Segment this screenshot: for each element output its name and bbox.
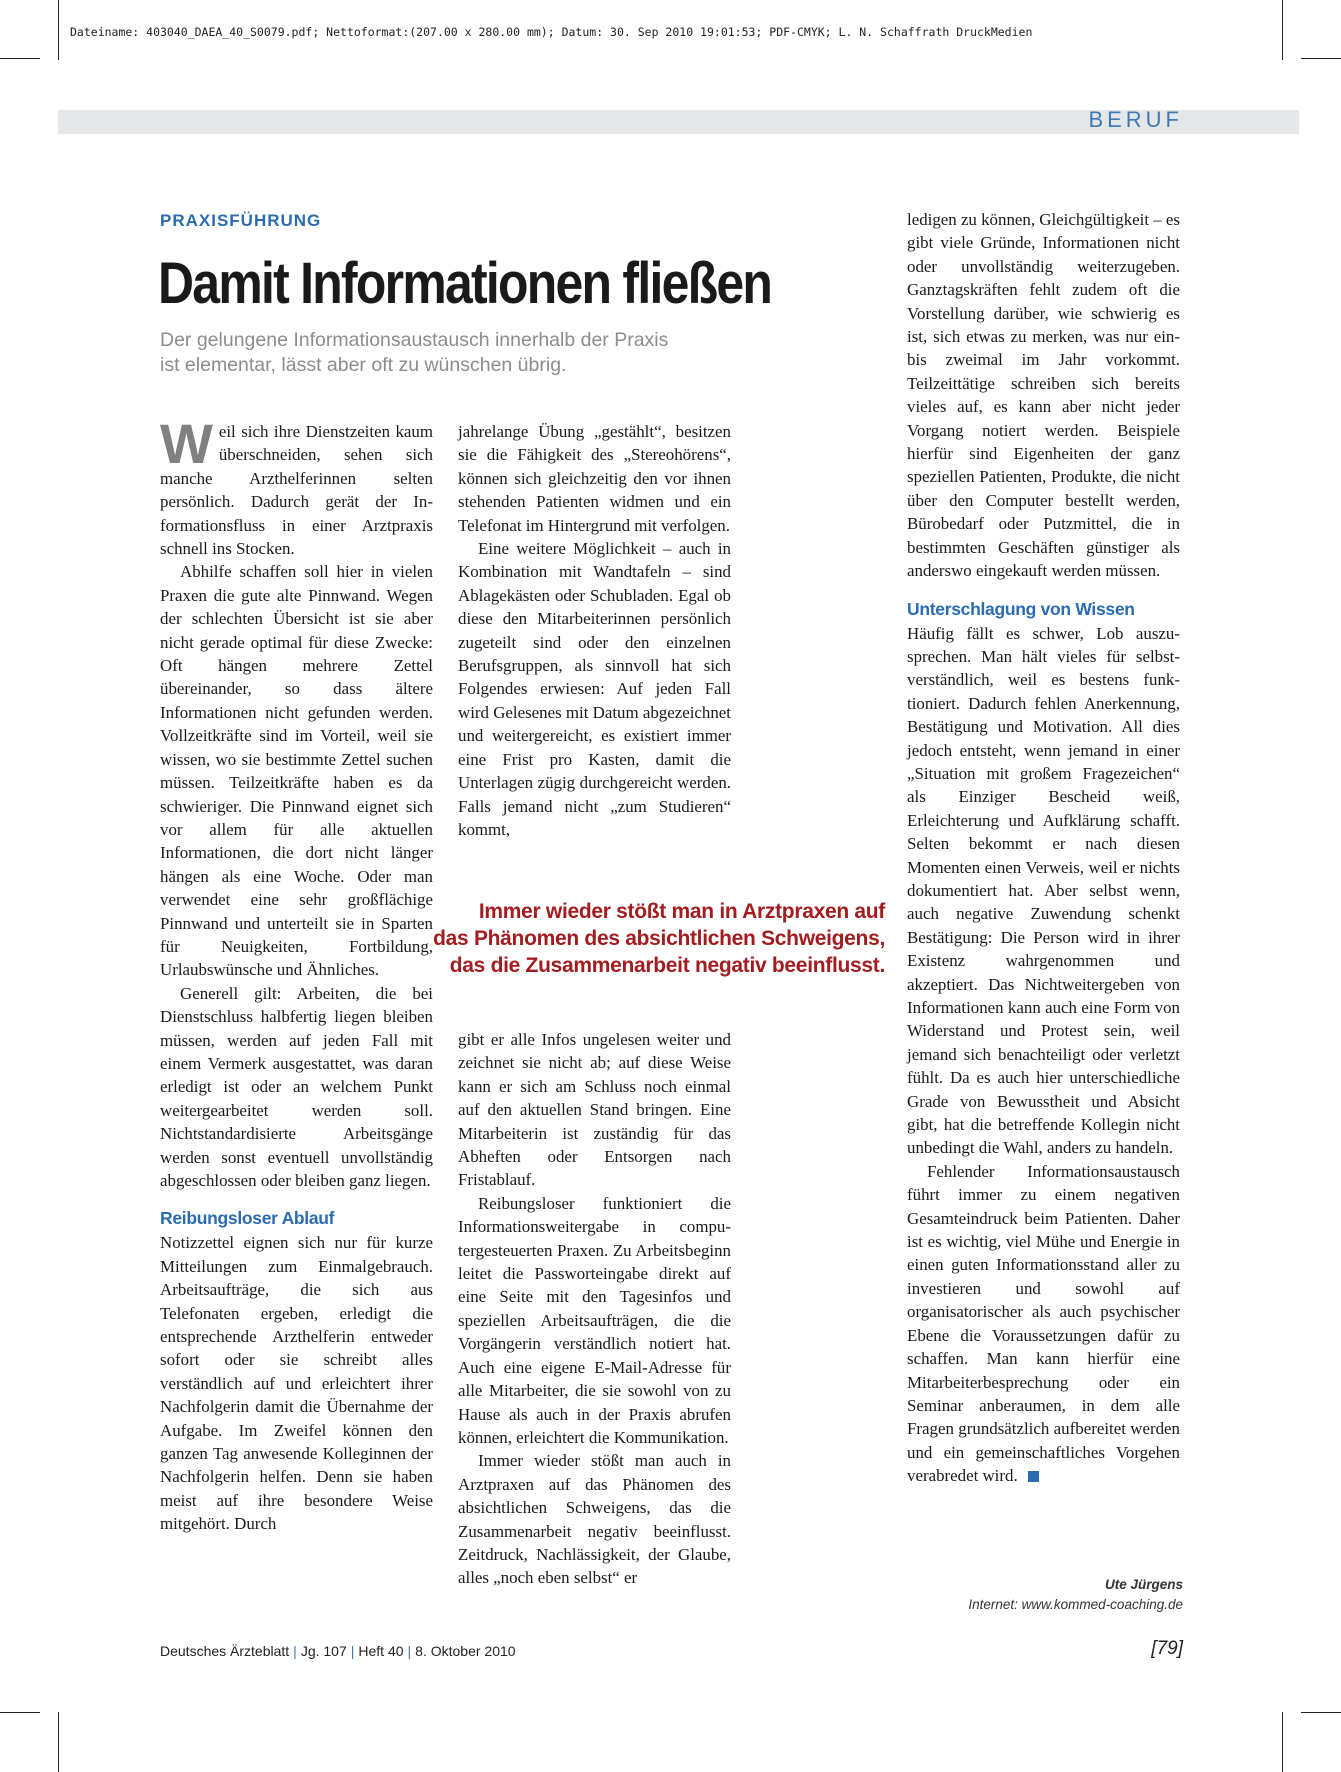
file-info-line: Dateiname: 403040_DAEA_40_S0079.pdf; Nettoformat:(207.00 x 280.00 mm); Datum: 30. Sep 2010 19:01:53; PDF-CMYK; L. N. Schaffrath DruckMedien	[70, 25, 1033, 39]
drop-cap: W	[160, 412, 213, 475]
crop-mark	[58, 1712, 59, 1772]
crop-mark	[1301, 1712, 1341, 1713]
paragraph: Weil sich ihre Dienstzeiten kaum überschneiden, sehen sich manche Arzthelferinnen selten persönlich. Dadurch gerät der Informationsfluss in einer Arztpraxis schnell ins Stocken.	[160, 412, 433, 559]
subtitle-line: ist elementar, lässt aber oft zu wünschen übrig.	[160, 354, 567, 376]
paragraph: ledigen zu können, Gleichgültigkeit – es gibt viele Gründe, Informationen nicht oder unvollständig weiterzugeben. Ganztagskräften fehlt zudem oft die Vorstellung darüber, wie schwierig es ist, sich etwas zu merken, was nur ein- bis zweimal im Jahr vorkommt. Teilzeittätige schreiben sich bereits vieles auf, es kann aber nicht jeder Vorgang notiert werden. Beispiele hierfür sind Eigenheiten der ganz speziellen Patienten, Produkte, die nicht über den Computer bestellt werden, Bürobedarf oder Putzmittel, die in bestimmten Geschäften günstiger als anderswo eingekauft werden müssen.	[907, 210, 1180, 581]
crop-mark	[1282, 0, 1283, 60]
paragraph: Reibungsloser funktioniert die Informationsweitergabe in computergesteuerten Praxen. Zu Arbeitsbeginn leitet die Passworteingabe direkt auf eine Seite mit den Tagesinfos und speziellen Arbeitsaufträgen, die die Vorgängerin verständlich notiert hat. Auch eine eigene E-Mail-Adresse für alle Mitarbeiter, die sie sowohl von zu Hause als auch in der Praxis abrufen können, erleichtert die Kommunikation.	[458, 1193, 731, 1447]
author-block	[968, 1575, 1183, 1615]
paragraph: Immer wieder stößt man auch in Arztpraxen auf das Phänomen des absichtlichen Schweigens, das die Zusammenarbeit negativ beeinflusst. Zeitdruck, Nachlässigkeit, der Glaube, alles „noch eben selbst“ er	[458, 1451, 731, 1588]
issue-date: 8. Oktober 2010	[415, 1643, 516, 1659]
paragraph: Eine weitere Möglichkeit – auch in Kombination mit Wandtafeln – sind Ablagekästen oder Schubladen. Egal ob diese den Mitarbeiterinnen persönlich zugeteilt sind oder den einzelnen Berufsgruppen, als sinnvoll hat sich Folgendes erwiesen: Auf jeden Fall wird Gelesenes mit Datum abgezeichnet und weitergereicht, es existiert immer eine Frist pro Kasten, damit die Unterlagen zügig durchgereicht werden. Falls jemand nicht „zum Studieren“ kommt,	[458, 539, 731, 839]
page-footer: Deutsches Ärzteblatt | Jg. 107 | Heft 40 | 8. Oktober 2010	[160, 1643, 516, 1659]
pull-quote: Immer wieder stößt man in Arztpraxen auf das Phänomen des absichtlichen Schweigens, das die Zusammenarbeit negativ beeinflusst.	[433, 900, 885, 977]
column-3	[907, 208, 1180, 1488]
issue: Heft 40	[358, 1643, 404, 1659]
article-title: Damit Informationen fließen	[158, 251, 772, 316]
paragraph: jahrelange Übung „gestählt“, besitzen sie die Fähigkeit des „Stereohörens“, können sich gleichzeitig den vor ihnen stehenden Patienten widmen und ein Telefonat im Hintergrund mit verfolgen.	[458, 422, 731, 535]
author-website[interactable]: Internet: www.kommed-coaching.de	[968, 1597, 1183, 1612]
column-2-upper	[458, 420, 731, 841]
crop-mark	[58, 0, 59, 60]
crop-mark	[0, 58, 40, 59]
paragraph: Häufig fällt es schwer, Lob auszusprechen. Man hält vieles für selbstverständlich, weil es bestens funktioniert. Dadurch fehlen Anerkennung, Bestätigung und Motivation. All dies jedoch entsteht, wenn jemand in einer „Situation mit großem Fragezeichen“ als Einziger Bescheid weiß, Erleichterung und Aufklärung schafft. Selten bekommt er nach diesen Momenten einen Verweis, weil er nichts dokumentiert hat. Aber selbst wenn, auch negative Zuwendung schenkt Bestätigung: Die Person wird in ihrer Existenz wahrgenommen und akzeptiert. Das Nichtweitergeben von Informationen kann auch eine Form von Widerstand und Protest sein, weil jemand sich benachteiligt oder verletzt fühlt. Da es auch hier unterschiedliche Grade von Bewusstheit und Absicht gibt, hat die betreffende Kollegin nicht unbedingt die Wahl, anders zu handeln.	[907, 623, 1180, 1158]
crop-mark	[0, 1712, 40, 1713]
paragraph: Fehlender Informationsaustausch führt immer zu einem negativen Gesamteindruck beim Patienten. Daher ist es wichtig, viel Mühe und Energie in einen guten Informationsstand aller zu investieren und sowohl auf organisatorischer als auch psychischer Ebene die Voraussetzungen dafür zu schaffen. Man kann hierfür eine Mitarbeiterbesprechung oder ein Seminar anberaumen, in dem alle Fragen grundsätzlich aufbereitet werden und ein gemeinschaftliches Vorgehen verabredet wird.	[907, 1161, 1180, 1486]
column-2-lower	[458, 1028, 731, 1590]
author-name: Ute Jürgens	[1104, 1577, 1183, 1592]
subheading: Reibungsloser Ablauf	[160, 1208, 335, 1229]
subheading: Unterschlagung von Wissen	[907, 598, 1135, 619]
subtitle-line: Der gelungene Informationsaustausch innerhalb der Praxis	[160, 329, 669, 351]
paragraph: Generell gilt: Arbeiten, die bei Dienstschluss halbfertig liegen bleiben müssen, werden auf jeden Fall mit einem Vermerk ausgestattet, was daran erledigt ist oder an welchem Punkt weitergearbeitet werden soll. Nichtstandardisierte Arbeitsgänge werden sonst eventuell unvollständig abgeschlossen oder bleiben ganz liegen.	[160, 983, 433, 1190]
crop-mark	[1282, 1712, 1283, 1772]
volume: Jg. 107	[300, 1643, 347, 1659]
paragraph: gibt er alle Infos ungelesen weiter und zeichnet sie nicht ab; auf diese Weise kann er sich am Schluss noch einmal auf den aktuellen Stand bringen. Eine Mitarbeiterin ist zuständig für das Abheften oder Entsorgen nach Fristablauf.	[458, 1030, 731, 1190]
section-label: BERUF	[1088, 107, 1183, 132]
article-kicker: PRAXISFÜHRUNG	[160, 211, 322, 230]
journal-name: Deutsches Ärzteblatt	[160, 1643, 290, 1659]
article-subtitle	[160, 328, 800, 378]
paragraph: Notizzettel eignen sich nur für kurze Mitteilungen zum Einmalgebrauch. Arbeitsaufträge, die sich aus Telefonaten ergeben, erledigt die entsprechende Arzthelferin entweder sofort oder sie schreibt alles verständlich auf und erleichtert ihrer Nachfolgerin damit die Übernahme der Aufgabe. Im Zweifel können den ganzen Tag anwesende Kolleginnen der Nachfolgerin helfen. Denn sie haben meist auf ihre besondere Weise mitgehört. Durch	[160, 1233, 433, 1534]
page-number: [79]	[1151, 1638, 1183, 1659]
end-of-article-icon	[1028, 1471, 1039, 1482]
paragraph: Abhilfe schaffen soll hier in vielen Praxen die gute alte Pinnwand. Wegen der schlechten Übersicht ist sie aber nicht gerade optimal für diese Zwecke: Oft hängen mehrere Zettel übereinander, so dass ältere Informationen nicht gefunden werden. Vollzeitkräfte sind im Vorteil, weil sie wissen, wo sie bestimmte Zettel suchen müssen. Teilzeitkräfte haben es da schwieriger. Die Pinnwand eignet sich vor allem für alle aktuellen Informationen, die dort nicht länger hängen als eine Woche. Oder man verwendet eine sehr großflächige Pinnwand und unterteilt sie in Sparten für Neuigkeiten, Fortbildung, Urlaubswünsche und Ähnliches.	[160, 562, 433, 980]
crop-mark	[1301, 58, 1341, 59]
